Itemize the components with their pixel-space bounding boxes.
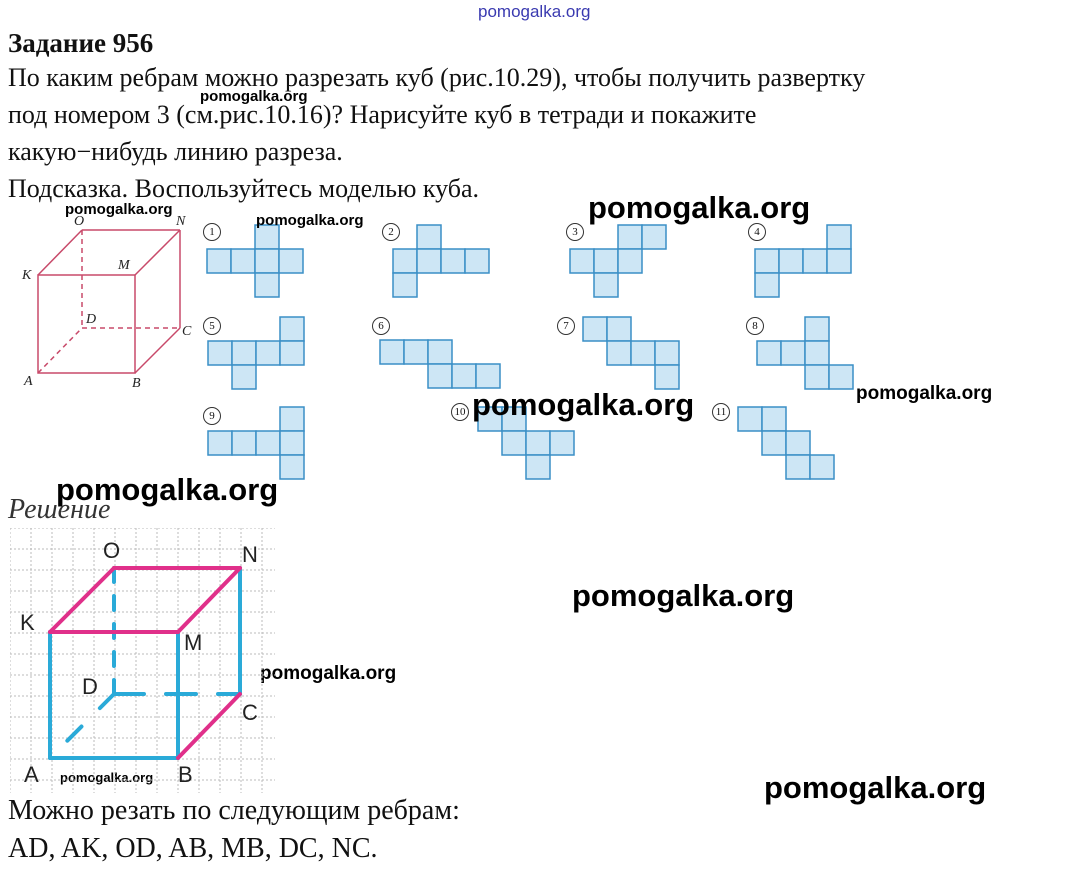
net-cell [232, 341, 256, 365]
solution-label-O: O [103, 538, 121, 563]
net-cell [279, 249, 303, 273]
net-cell [208, 341, 232, 365]
cube-label-A: A [24, 374, 33, 389]
net-cell [618, 225, 642, 249]
problem-line-3: какую−нибудь линию разреза. [8, 137, 343, 166]
net-cell [583, 317, 607, 341]
cube-label-D: D [86, 312, 97, 327]
net-cell [757, 341, 781, 365]
net-number-10: 10 [451, 403, 469, 421]
net-cell [393, 249, 417, 273]
solution-label-M: M [184, 630, 203, 655]
net-8 [757, 317, 853, 389]
net-6 [380, 340, 500, 388]
net-cell [231, 249, 255, 273]
net-number-8: 8 [746, 317, 764, 335]
net-cell [208, 431, 232, 455]
problem-line-2: под номером 3 (см.рис.10.16)? Нарисуйте куб в тетради и покажите [8, 100, 757, 129]
net-cell [786, 431, 810, 455]
figure-svg [0, 205, 860, 495]
net-cell [550, 431, 574, 455]
net-cell [417, 249, 441, 273]
watermark-11: pomogalka.org [764, 770, 987, 805]
net-1 [207, 225, 303, 297]
figure-cube-nets [0, 205, 860, 495]
net-cell [526, 431, 550, 455]
net-number-9: 9 [203, 407, 221, 425]
net-cell [607, 317, 631, 341]
net-number-5: 5 [203, 317, 221, 335]
net-cell [465, 249, 489, 273]
net-3 [570, 225, 666, 297]
watermark-9: pomogalka.org [260, 663, 397, 684]
watermark-7: pomogalka.org [56, 472, 279, 507]
net-cell [428, 364, 452, 388]
net-number-11: 11 [712, 403, 730, 421]
task-title: Задание 956 [8, 28, 154, 58]
net-cell [280, 407, 304, 431]
watermark-top: pomogalka.org [478, 2, 591, 21]
net-cell [762, 431, 786, 455]
solution-label-B: B [178, 762, 193, 787]
cube-label-C: C [182, 324, 192, 339]
answer-line-1: Можно резать по следующим ребрам: [8, 795, 460, 826]
solution-figure [10, 528, 275, 793]
watermark-1: pomogalka.org [200, 88, 308, 105]
solution-label-D: D [82, 674, 98, 699]
net-number-7: 7 [557, 317, 575, 335]
watermark-3: pomogalka.org [256, 212, 364, 229]
cube-nets [207, 225, 853, 479]
net-cell [805, 317, 829, 341]
solution-label-A: A [24, 762, 39, 787]
net-cell [827, 225, 851, 249]
net-cell [781, 341, 805, 365]
net-cell [803, 249, 827, 273]
watermark-6: pomogalka.org [472, 387, 695, 422]
watermark-4: pomogalka.org [588, 190, 811, 225]
net-cell [502, 431, 526, 455]
net-cell [526, 455, 550, 479]
net-number-1: 1 [203, 223, 221, 241]
net-cell [829, 365, 853, 389]
cube-label-M: M [118, 258, 130, 273]
net-cell [280, 455, 304, 479]
net-cell [805, 365, 829, 389]
net-9 [208, 407, 304, 479]
net-cell [594, 273, 618, 297]
net-cell [380, 340, 404, 364]
net-cell [256, 431, 280, 455]
answer-line-2: AD, AK, OD, AB, MB, DC, NC. [8, 833, 378, 864]
net-cell [428, 340, 452, 364]
cube-label-O: O [74, 214, 85, 229]
net-number-3: 3 [566, 223, 584, 241]
net-cell [280, 431, 304, 455]
net-5 [208, 317, 304, 389]
net-cell [404, 340, 428, 364]
net-cell [631, 341, 655, 365]
net-2 [393, 225, 489, 297]
net-cell [207, 249, 231, 273]
problem-line-4: Подсказка. Воспользуйтесь моделью куба. [8, 174, 480, 203]
watermark-5: pomogalka.org [856, 383, 993, 404]
net-number-4: 4 [748, 223, 766, 241]
net-cell [738, 407, 762, 431]
solution-label-K: K [20, 610, 35, 635]
net-7 [583, 317, 679, 389]
net-cell [607, 341, 631, 365]
net-number-2: 2 [382, 223, 400, 241]
net-11 [738, 407, 834, 479]
net-cell [255, 273, 279, 297]
solution-label-N: N [242, 542, 258, 567]
net-cell [255, 249, 279, 273]
net-cell [762, 407, 786, 431]
solution-label-C: C [242, 700, 258, 725]
net-cell [393, 273, 417, 297]
net-cell [256, 341, 280, 365]
net-cell [655, 341, 679, 365]
net-cell [594, 249, 618, 273]
net-cell [618, 249, 642, 273]
net-cell [441, 249, 465, 273]
net-cell [755, 249, 779, 273]
cube-label-N: N [176, 214, 186, 229]
net-cell [232, 431, 256, 455]
net-cell [779, 249, 803, 273]
solution-svg [10, 528, 275, 793]
watermark-8: pomogalka.org [572, 578, 795, 613]
net-cell [810, 455, 834, 479]
net-cell [232, 365, 256, 389]
net-cell [476, 364, 500, 388]
net-cell [417, 225, 441, 249]
net-cell [280, 341, 304, 365]
net-cell [827, 249, 851, 273]
net-cell [786, 455, 810, 479]
watermark-2: pomogalka.org [65, 201, 173, 218]
net-cell [570, 249, 594, 273]
watermark-10: pomogalka.org [60, 770, 154, 785]
cube-label-K: K [22, 268, 32, 283]
net-number-6: 6 [372, 317, 390, 335]
net-cell [755, 273, 779, 297]
net-cell [280, 317, 304, 341]
problem-line-1: По каким ребрам можно разрезать куб (рис.10.29), чтобы получить развертку [8, 63, 866, 92]
textbook-cube [38, 230, 180, 373]
net-cell [655, 365, 679, 389]
net-cell [452, 364, 476, 388]
net-cell [805, 341, 829, 365]
net-4 [755, 225, 851, 297]
cube-label-B: B [132, 376, 141, 391]
solution-label: Решение [8, 494, 111, 525]
net-cell [642, 225, 666, 249]
